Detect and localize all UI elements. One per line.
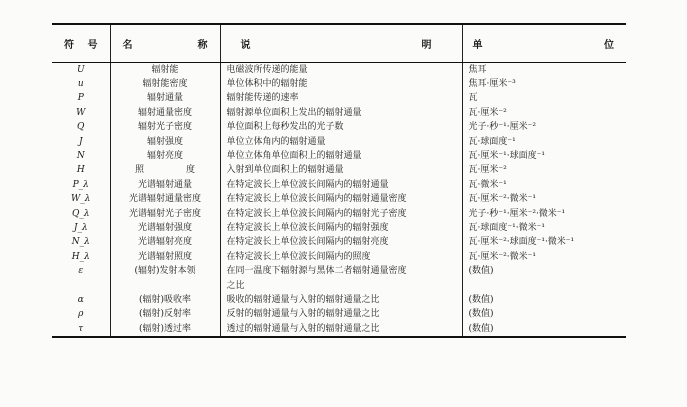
header-name-a: 名 <box>122 39 133 51</box>
row-name: 光谱辐射光子密度 <box>110 207 220 221</box>
row-symbol: ε <box>78 266 84 277</box>
row-name: 辐射亮度 <box>110 149 220 163</box>
table-row <box>52 221 626 235</box>
row-name: (辐射)发射本领 <box>110 264 220 278</box>
row-description: 在特定波长上单位波长间隔内的辐射通量 <box>220 178 462 192</box>
row-description: 在特定波长上单位波长间隔内的辐射亮度 <box>220 235 462 249</box>
row-symbol <box>52 279 110 293</box>
row-unit: (数值) <box>462 307 626 321</box>
header-symbol <box>52 24 110 62</box>
row-description: 入射到单位面积上的辐射通量 <box>220 163 462 177</box>
header-desc-b: 明 <box>421 39 432 51</box>
row-symbol: α <box>77 295 84 305</box>
header-unit-a: 单 <box>472 39 483 51</box>
row-name: 光谱辐射通量密度 <box>110 192 220 206</box>
table-row <box>52 293 626 307</box>
table-row <box>52 178 626 192</box>
table-row <box>52 279 626 293</box>
row-name: 光谱辐射强度 <box>110 221 220 235</box>
row-symbol: N_λ <box>71 237 90 248</box>
row-name: 辐射通量密度 <box>110 106 220 120</box>
row-name: (辐射)透过率 <box>110 322 220 337</box>
row-name <box>110 163 220 177</box>
table-row <box>52 322 626 337</box>
row-name: 辐射光子密度 <box>110 120 220 134</box>
row-unit: 瓦·厘米⁻¹·球面度⁻¹ <box>462 149 626 163</box>
row-name: (辐射)反射率 <box>110 307 220 321</box>
row-description: 辐射能传递的速率 <box>220 91 462 105</box>
row-description: 单位面积上每秒发出的光子数 <box>220 120 462 134</box>
header-unit <box>462 24 626 62</box>
row-unit <box>462 279 626 293</box>
row-description: 在特定波长上单位波长间隔内的辐射光子密度 <box>220 207 462 221</box>
row-description: 单位立体角内的辐射通量 <box>220 135 462 149</box>
row-description: 在特定波长上单位波长间隔内的辐射通量密度 <box>220 192 462 206</box>
row-unit: 瓦·厘米⁻² <box>462 163 626 177</box>
row-unit: 瓦 <box>462 91 626 105</box>
radiometry-table <box>52 23 626 338</box>
row-symbol: H <box>76 165 85 176</box>
row-description: 透过的辐射通量与入射的辐射通量之比 <box>220 322 462 337</box>
row-description: 在同一温度下辐射源与黑体二者辐射通量密度 <box>220 264 462 278</box>
header-unit-b: 位 <box>604 39 614 51</box>
row-symbol: P_λ <box>72 179 89 190</box>
row-symbol: H_λ <box>71 251 90 262</box>
row-symbol: W_λ <box>71 194 91 205</box>
row-symbol: J_λ <box>73 222 88 233</box>
header-symbol-a: 符 <box>64 39 74 51</box>
row-name: 光谱辐射亮度 <box>110 235 220 249</box>
row-description: 反射的辐射通量与入射的辐射通量之比 <box>220 307 462 321</box>
row-unit: 光子·秒⁻¹·厘米⁻² <box>462 120 626 134</box>
table-row <box>52 106 626 120</box>
row-name: 辐射能密度 <box>110 77 220 91</box>
row-unit: 光子·秒⁻¹·厘米⁻²·微米⁻¹ <box>462 207 626 221</box>
row-unit: (数值) <box>462 264 626 278</box>
row-symbol: U <box>76 64 85 75</box>
row-unit: (数值) <box>462 322 626 337</box>
header-name <box>110 24 220 62</box>
row-symbol: ρ <box>78 309 84 320</box>
table-row <box>52 62 626 77</box>
row-symbol: J <box>78 136 83 147</box>
table-row <box>52 149 626 163</box>
table-row <box>52 163 626 177</box>
row-unit: 焦耳·厘米⁻³ <box>462 77 626 91</box>
row-unit: 瓦·球面度⁻¹ <box>462 135 626 149</box>
header-desc-a: 说 <box>240 39 251 51</box>
table-row <box>52 235 626 249</box>
table-row <box>52 135 626 149</box>
row-unit: 瓦·球面度⁻¹·微米⁻¹ <box>462 221 626 235</box>
row-symbol: Q_λ <box>71 208 90 219</box>
row-name: 光谱辐射通量 <box>110 178 220 192</box>
row-name-part-a: 照 <box>135 165 145 176</box>
row-symbol: N <box>76 150 85 161</box>
row-name: 辐射能 <box>110 62 220 77</box>
row-unit: 瓦·微米⁻¹ <box>462 178 626 192</box>
row-name: 光谱辐射照度 <box>110 250 220 264</box>
row-name: 辐射强度 <box>110 135 220 149</box>
row-symbol: Q <box>77 122 85 133</box>
table-row <box>52 264 626 278</box>
row-symbol: u <box>77 78 84 89</box>
row-description: 单位立体角单位面积上的辐射通量 <box>220 149 462 163</box>
row-unit: 瓦·厘米⁻²·微米⁻¹ <box>462 250 626 264</box>
row-symbol: τ <box>52 322 110 337</box>
row-symbol: W <box>76 107 86 118</box>
row-description: 电磁波所传递的能量 <box>220 62 462 77</box>
row-unit: 瓦·厘米⁻²·球面度⁻¹·微米⁻¹ <box>462 235 626 249</box>
table-row <box>52 77 626 91</box>
row-description: 吸收的辐射通量与入射的辐射通量之比 <box>220 293 462 307</box>
row-description: 单位体积中的辐射能 <box>220 77 462 91</box>
row-unit: 瓦·厘米⁻²·微米⁻¹ <box>462 192 626 206</box>
table-row <box>52 250 626 264</box>
table-header-row <box>52 24 626 62</box>
row-description: 在特定波长上单位波长间隔内的辐射强度 <box>220 221 462 235</box>
table-row <box>52 192 626 206</box>
row-description: 在特定波长上单位波长间隔内的照度 <box>220 250 462 264</box>
row-unit: 瓦·厘米⁻² <box>462 106 626 120</box>
row-name: 辐射通量 <box>110 91 220 105</box>
header-name-b: 称 <box>197 39 208 51</box>
table-row <box>52 91 626 105</box>
row-description: 辐射源单位面积上发出的辐射通量 <box>220 106 462 120</box>
row-symbol: P <box>77 93 84 104</box>
table-row <box>52 207 626 221</box>
header-symbol-b: 号 <box>87 39 98 51</box>
row-unit: 焦耳 <box>462 62 626 77</box>
row-name <box>110 279 220 293</box>
row-name: (辐射)吸收率 <box>110 293 220 307</box>
row-name-part-b: 度 <box>185 165 195 176</box>
header-description <box>220 24 462 62</box>
table-row <box>52 307 626 321</box>
table-row <box>52 120 626 134</box>
row-unit: (数值) <box>462 293 626 307</box>
row-description: 之比 <box>220 279 462 293</box>
